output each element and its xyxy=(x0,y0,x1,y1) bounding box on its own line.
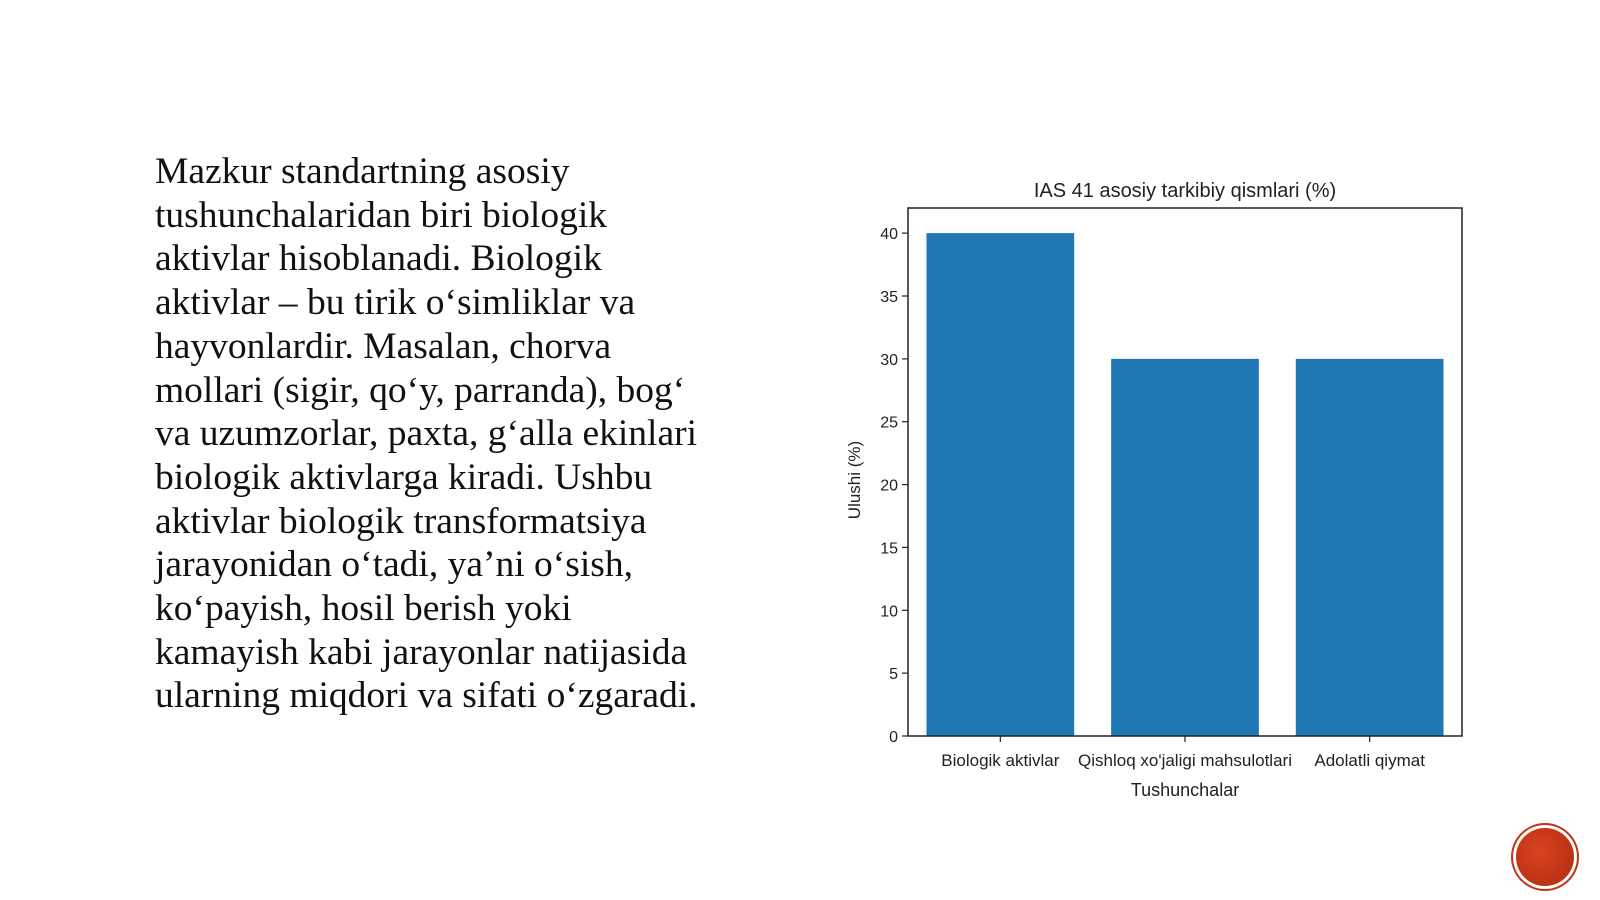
body-line: hayvonlardir. Masalan, chorva xyxy=(155,325,612,367)
y-tick-label: 15 xyxy=(880,540,898,558)
body-line: jarayonidan o‘tadi, ya’ni o‘sish, xyxy=(155,544,633,586)
y-tick-label: 5 xyxy=(889,666,898,684)
body-line: ularning miqdori va sifati o‘zgaradi. xyxy=(155,675,698,717)
chart-title: IAS 41 asosiy tarkibiy qismlari (%) xyxy=(1033,180,1337,202)
body-line: aktivlar biologik transformatsiya xyxy=(155,500,647,542)
y-tick-label: 20 xyxy=(880,477,898,495)
bar-chart xyxy=(830,160,1470,820)
y-tick-label: 10 xyxy=(880,603,898,621)
body-paragraph xyxy=(155,150,755,718)
y-axis-label: Ulushi (%) xyxy=(845,440,864,520)
body-line: ko‘payish, hosil berish yoki xyxy=(155,588,572,630)
body-line: mollari (sigir, qo‘y, parranda), bog‘ xyxy=(155,369,686,411)
body-line: Mazkur standartning asosiy xyxy=(155,151,570,192)
body-line: tushunchalaridan biri biologik xyxy=(155,194,607,236)
body-line: biologik aktivlarga kiradi. Ushbu xyxy=(155,456,653,498)
bar xyxy=(926,233,1074,736)
x-tick-label: Biologik aktivlar xyxy=(941,751,1060,770)
x-tick-label: Adolatli qiymat xyxy=(1314,751,1425,770)
y-tick-label: 40 xyxy=(880,226,898,244)
body-line: kamayish kabi jarayonlar natijasida xyxy=(155,631,688,673)
page-badge-icon xyxy=(1516,828,1574,886)
bar xyxy=(1296,359,1444,736)
body-line: va uzumzorlar, paxta, g‘alla ekinlari xyxy=(155,413,697,455)
bar xyxy=(1111,359,1259,736)
x-axis-label: Tushunchalar xyxy=(1130,780,1240,800)
y-tick-label: 35 xyxy=(880,289,898,306)
x-tick-label: Qishloq xo'jaligi mahsulotlari xyxy=(1078,751,1292,770)
y-tick-label: 25 xyxy=(880,414,898,432)
body-line: aktivlar – bu tirik o‘simliklar va xyxy=(155,282,636,324)
y-tick-label: 0 xyxy=(889,729,898,746)
y-tick-label: 30 xyxy=(880,351,898,369)
body-line: aktivlar hisoblanadi. Biologik xyxy=(155,238,602,280)
